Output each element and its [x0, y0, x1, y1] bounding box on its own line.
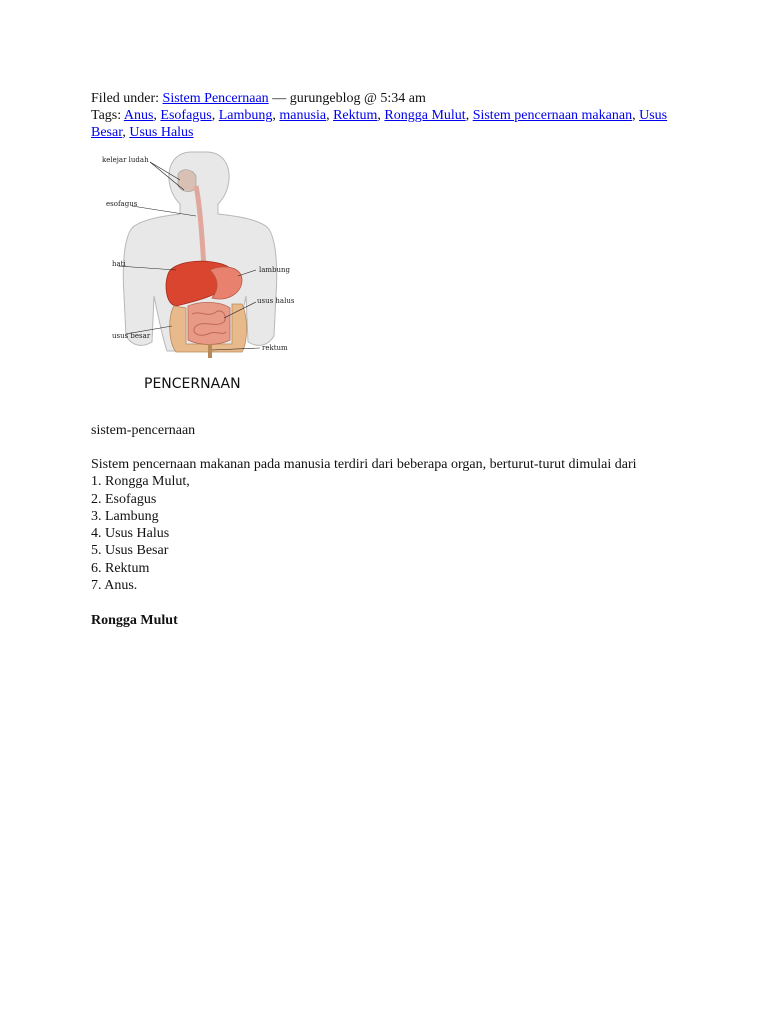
- tag-link[interactable]: Usus Halus: [129, 125, 194, 140]
- section-heading: Rongga Mulut: [91, 613, 178, 628]
- organ-list-item: 3. Lambung: [91, 508, 159, 524]
- tag-link[interactable]: Sistem pencernaan makanan: [472, 108, 633, 123]
- label-esophagus: esofagus: [106, 200, 138, 208]
- tag-link[interactable]: Esofagus: [160, 108, 212, 123]
- organ-list-item: 4. Usus Halus: [91, 526, 170, 542]
- tag-separator: ,: [377, 108, 385, 123]
- tag-separator: ,: [211, 108, 219, 123]
- tag-link[interactable]: Anus: [123, 108, 154, 123]
- label-stomach: lambung: [259, 266, 291, 274]
- filed-under-label: Filed under:: [91, 91, 163, 106]
- tag-separator: ,: [122, 125, 130, 140]
- figure-title: PENCERNAAN: [144, 376, 241, 392]
- byline: — gurungeblog @ 5:34 am: [268, 91, 426, 106]
- tag-separator: ,: [272, 108, 280, 123]
- label-salivary-gland: kelejar ludah: [102, 156, 149, 164]
- intro-sentence: Sistem pencernaan makanan pada manusia terdiri dari beberapa organ, berturut-turut dimulai dari: [91, 457, 637, 472]
- tags-label: Tags:: [91, 108, 124, 123]
- label-liver: hati: [112, 260, 126, 268]
- tag-separator: ,: [153, 108, 161, 123]
- tag-separator: ,: [632, 108, 640, 123]
- organ-list-item: 1. Rongga Mulut,: [91, 474, 190, 490]
- label-large-intestine: usus besar: [112, 332, 151, 340]
- tag-link[interactable]: Rektum: [333, 108, 378, 123]
- mouth-area: [178, 170, 196, 192]
- organ-list-item: 5. Usus Besar: [91, 543, 169, 559]
- organ-list-item: 6. Rektum: [91, 560, 150, 576]
- tag-link[interactable]: Rongga Mulut: [384, 108, 466, 123]
- tag-link[interactable]: manusia: [279, 108, 327, 123]
- tag-link[interactable]: Usus Besar: [91, 108, 668, 140]
- organ-intro: [91, 456, 731, 594]
- tag-separator: ,: [465, 108, 473, 123]
- post-meta: [91, 90, 691, 141]
- filed-under-line: [91, 90, 691, 107]
- label-rectum: rektum: [262, 344, 288, 352]
- image-caption: sistem-pencernaan: [91, 423, 196, 438]
- tag-separator: ,: [326, 108, 334, 123]
- label-small-intestine: usus halus: [257, 297, 295, 305]
- tag-link[interactable]: Lambung: [218, 108, 273, 123]
- tags-line: [91, 107, 691, 141]
- organ-list-item: 2. Esofagus: [91, 491, 157, 507]
- digestive-system-illustration: [92, 146, 307, 406]
- category-link[interactable]: Sistem Pencernaan: [162, 91, 269, 106]
- organ-list-item: 7. Anus.: [91, 578, 138, 594]
